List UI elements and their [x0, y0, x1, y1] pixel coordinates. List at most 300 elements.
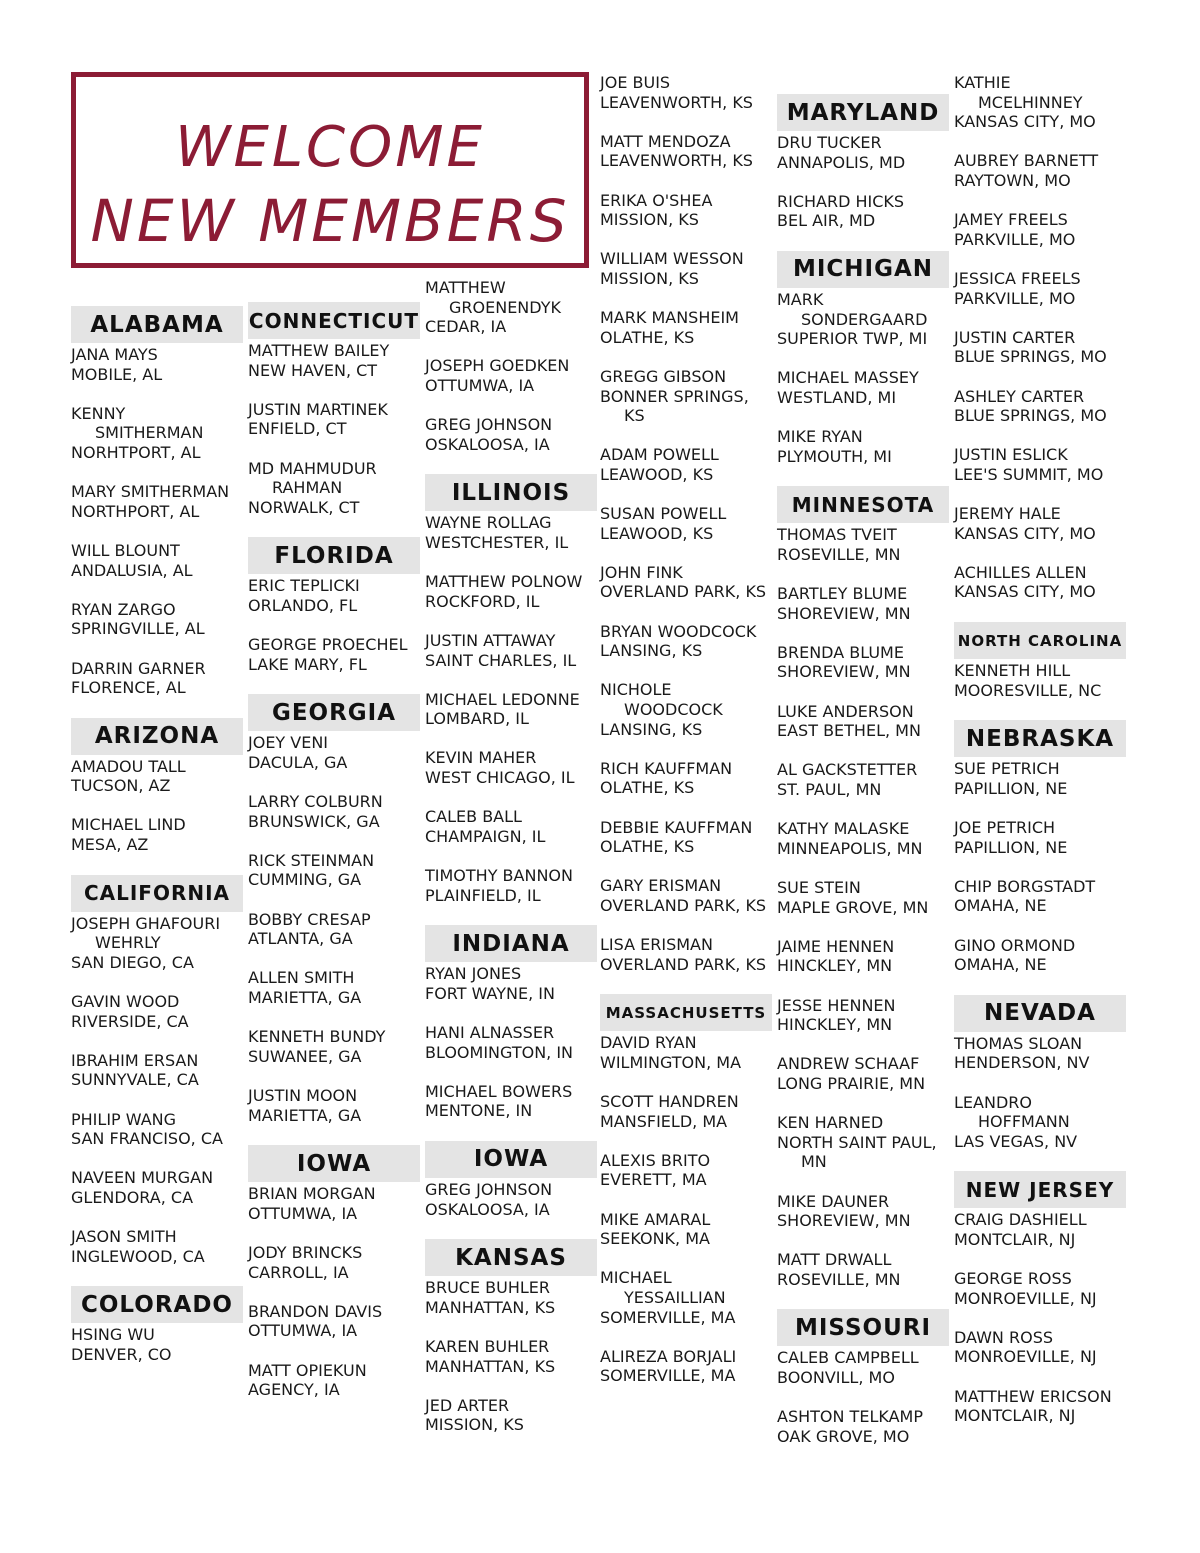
member-name: GINO ORMOND	[954, 935, 1076, 955]
state-header: NORTH CAROLINA	[954, 622, 1126, 659]
member-location: ANDALUSIA, AL	[71, 560, 193, 580]
member-entry	[248, 733, 420, 772]
member-location: MOORESVILLE, NC	[954, 680, 1102, 700]
member-line: YESSAILLIAN	[624, 1288, 726, 1308]
member-name: LARRY COLBURN	[248, 792, 383, 812]
member-name: MICHAEL	[600, 1268, 672, 1288]
member-entry	[954, 73, 1126, 132]
member-location: KS	[624, 406, 645, 426]
state-header: CALIFORNIA	[71, 875, 243, 912]
member-location: AGENCY, IA	[248, 1380, 340, 1400]
member-name: BRUCE BUHLER	[425, 1278, 551, 1298]
member-entry	[71, 1110, 243, 1149]
member-entry	[71, 992, 243, 1031]
member-location: DENVER, CO	[71, 1344, 172, 1364]
member-location: LANSING, KS	[600, 641, 703, 661]
member-entry	[777, 643, 949, 682]
member-location: LEAVENWORTH, KS	[600, 151, 753, 171]
member-entry	[600, 680, 772, 739]
member-entry	[600, 935, 772, 974]
member-name: THOMAS TVEIT	[777, 525, 897, 545]
member-location: ANNAPOLIS, MD	[777, 152, 906, 172]
member-entry	[248, 851, 420, 890]
member-location: MONTCLAIR, NJ	[954, 1229, 1076, 1249]
member-location: WESTCHESTER, IL	[425, 532, 569, 552]
member-name: GREG JOHNSON	[425, 415, 553, 435]
member-entry	[600, 876, 772, 915]
member-name: MICHAEL LIND	[71, 815, 186, 835]
member-location: HINCKLEY, MN	[777, 1015, 893, 1035]
member-entry	[954, 1034, 1126, 1073]
member-entry	[425, 1023, 597, 1062]
member-entry	[954, 936, 1126, 975]
member-entry	[954, 1387, 1126, 1426]
member-location: NORTHPORT, AL	[71, 501, 200, 521]
member-entry	[777, 996, 949, 1035]
member-location: PLYMOUTH, MI	[777, 446, 892, 466]
member-location: PARKVILLE, MO	[954, 229, 1076, 249]
member-name: GEORGE ROSS	[954, 1269, 1072, 1289]
state-header: ARIZONA	[71, 718, 243, 755]
member-name: GAVIN WOOD	[71, 992, 180, 1012]
member-location: FORT WAYNE, IN	[425, 983, 555, 1003]
member-entry	[71, 345, 243, 384]
member-name: LEANDRO	[954, 1092, 1032, 1112]
state-header: NEBRASKA	[954, 720, 1126, 757]
member-name: JESSE HENNEN	[777, 995, 896, 1015]
member-name: DARRIN GARNER	[71, 658, 206, 678]
member-name: RICH KAUFFMAN	[600, 758, 733, 778]
member-location: ROCKFORD, IL	[425, 591, 540, 611]
member-location: LOMBARD, IL	[425, 709, 529, 729]
member-location: NORHTPORT, AL	[71, 442, 201, 462]
member-name: ACHILLES ALLEN	[954, 562, 1087, 582]
member-entry	[600, 1033, 772, 1072]
member-name: BRYAN WOODCOCK	[600, 621, 757, 641]
member-entry	[777, 937, 949, 976]
member-name: BRANDON DAVIS	[248, 1301, 383, 1321]
member-name: WILL BLOUNT	[71, 540, 180, 560]
member-location: ROSEVILLE, MN	[777, 544, 901, 564]
member-name: THOMAS SLOAN	[954, 1033, 1083, 1053]
member-location: KANSAS CITY, MO	[954, 582, 1096, 602]
member-entry	[777, 427, 949, 466]
member-name: DEBBIE KAUFFMAN	[600, 817, 753, 837]
member-entry	[248, 1302, 420, 1341]
member-location: MINNEAPOLIS, MN	[777, 838, 923, 858]
member-name: HANI ALNASSER	[425, 1023, 555, 1042]
member-name: SCOTT HANDREN	[600, 1092, 739, 1112]
state-header: MINNESOTA	[777, 486, 949, 523]
member-location: SHOREVIEW, MN	[777, 1211, 911, 1231]
member-name: GEORGE PROECHEL	[248, 635, 408, 655]
member-entry	[954, 818, 1126, 857]
member-line: WEHRLY	[95, 933, 161, 953]
member-entry	[600, 1151, 772, 1190]
member-name: RYAN JONES	[425, 964, 522, 984]
member-name: AMADOU TALL	[71, 756, 186, 776]
member-entry	[600, 504, 772, 543]
state-header: CONNECTICUT	[248, 302, 420, 339]
member-name: WILLIAM WESSON	[600, 249, 744, 269]
member-name: JOHN FINK	[600, 562, 683, 582]
member-entry	[71, 600, 243, 639]
member-entry	[777, 584, 949, 623]
member-entry	[425, 964, 597, 1003]
member-entry	[600, 1092, 772, 1131]
member-location: EAST BETHEL, MN	[777, 721, 921, 741]
member-location: MAPLE GROVE, MN	[777, 897, 929, 917]
member-name: MATT MENDOZA	[600, 131, 731, 151]
member-location: BRUNSWICK, GA	[248, 811, 380, 831]
member-name: JUSTIN CARTER	[954, 327, 1076, 347]
member-name: RICHARD HICKS	[777, 191, 905, 211]
member-name: ALEXIS BRITO	[600, 1150, 711, 1170]
member-location: LEAWOOD, KS	[600, 523, 714, 543]
member-entry	[600, 563, 772, 602]
member-name: MATTHEW ERICSON	[954, 1386, 1112, 1406]
member-location: OVERLAND PARK, KS	[600, 895, 767, 915]
member-name: MATTHEW BAILEY	[248, 341, 390, 360]
member-entry	[425, 1082, 597, 1121]
member-location: OVERLAND PARK, KS	[600, 582, 767, 602]
member-location: KANSAS CITY, MO	[954, 112, 1096, 132]
member-entry	[954, 328, 1126, 367]
state-header: NEVADA	[954, 995, 1126, 1032]
member-location: MARIETTA, GA	[248, 1105, 362, 1125]
member-location: SHOREVIEW, MN	[777, 662, 911, 682]
member-entry	[248, 1086, 420, 1125]
member-name: JUSTIN ESLICK	[954, 445, 1068, 465]
member-entry	[777, 878, 949, 917]
member-location: BEL AIR, MD	[777, 211, 876, 231]
state-header: MARYLAND	[777, 94, 949, 131]
member-name: DAVID RYAN	[600, 1033, 697, 1053]
member-line: BONNER SPRINGS,	[600, 386, 749, 406]
member-entry	[600, 1268, 772, 1327]
member-entry	[777, 290, 949, 349]
member-location: TUCSON, AZ	[71, 776, 171, 796]
state-header: MICHIGAN	[777, 251, 949, 288]
member-location: BOONVILL, MO	[777, 1368, 895, 1388]
member-location: LAS VEGAS, NV	[954, 1131, 1078, 1151]
member-entry	[777, 1054, 949, 1093]
member-name: ANDREW SCHAAF	[777, 1054, 920, 1074]
member-entry	[425, 1180, 597, 1219]
member-entry	[248, 910, 420, 949]
member-entry	[600, 308, 772, 347]
member-location: OSKALOOSA, IA	[425, 1199, 550, 1219]
member-location: MN	[801, 1152, 827, 1172]
member-location: CARROLL, IA	[248, 1262, 349, 1282]
member-entry	[248, 1184, 420, 1223]
member-name: SUSAN POWELL	[600, 504, 727, 524]
member-location: INGLEWOOD, CA	[71, 1246, 205, 1266]
member-name: JODY BRINCKS	[248, 1242, 363, 1262]
member-location: ROSEVILLE, MN	[777, 1269, 901, 1289]
member-entry	[777, 819, 949, 858]
member-location: PAPILLION, NE	[954, 778, 1068, 798]
member-name: CALEB BALL	[425, 807, 522, 827]
member-line: SMITHERMAN	[95, 423, 204, 443]
member-name: BARTLEY BLUME	[777, 584, 908, 604]
member-name: NICHOLE	[600, 680, 672, 700]
member-entry	[248, 459, 420, 518]
member-location: MISSION, KS	[600, 268, 699, 288]
member-name: JED ARTER	[425, 1395, 510, 1415]
member-entry	[425, 748, 597, 787]
member-name: JAMEY FREELS	[954, 210, 1068, 230]
member-name: RICK STEINMAN	[248, 850, 375, 870]
member-entry	[600, 249, 772, 288]
member-name: ALIREZA BORJALI	[600, 1346, 737, 1366]
member-location: SPRINGVILLE, AL	[71, 619, 205, 639]
member-name: PHILIP WANG	[71, 1109, 177, 1129]
member-entry	[71, 404, 243, 463]
member-entry	[777, 1192, 949, 1231]
member-location: MISSION, KS	[425, 1415, 524, 1435]
member-entry	[777, 760, 949, 799]
member-column-5	[777, 94, 949, 1466]
member-location: RIVERSIDE, CA	[71, 1011, 189, 1031]
member-entry	[248, 1243, 420, 1282]
state-header: IOWA	[425, 1141, 597, 1178]
member-location: BLOOMINGTON, IN	[425, 1042, 574, 1062]
member-location: GLENDORA, CA	[71, 1187, 194, 1207]
member-entry	[425, 513, 597, 552]
member-location: SUNNYVALE, CA	[71, 1070, 199, 1090]
member-location: SUWANEE, GA	[248, 1046, 362, 1066]
member-name: KATHY MALASKE	[777, 819, 910, 839]
member-location: SUPERIOR TWP, MI	[777, 329, 928, 349]
member-name: CALEB CAMPBELL	[777, 1348, 919, 1368]
member-entry	[777, 192, 949, 231]
member-name: ERIC TEPLICKI	[248, 576, 360, 596]
member-location: SHOREVIEW, MN	[777, 603, 911, 623]
member-location: MESA, AZ	[71, 835, 149, 855]
member-location: RAYTOWN, MO	[954, 170, 1071, 190]
member-entry	[425, 278, 597, 337]
member-name: MICHAEL MASSEY	[777, 368, 919, 388]
member-location: HENDERSON, NV	[954, 1053, 1090, 1073]
member-location: NORWALK, CT	[248, 497, 360, 517]
member-line: WOODCOCK	[624, 700, 723, 719]
member-entry	[954, 1269, 1126, 1308]
member-location: OSKALOOSA, IA	[425, 434, 550, 454]
member-entry	[71, 659, 243, 698]
member-entry	[954, 1093, 1126, 1152]
member-name: MIKE AMARAL	[600, 1209, 711, 1229]
member-location: LAKE MARY, FL	[248, 654, 367, 674]
member-location: SEEKONK, MA	[600, 1229, 710, 1249]
member-name: HSING WU	[71, 1325, 155, 1345]
member-name: GREG JOHNSON	[425, 1179, 553, 1199]
member-location: PAPILLION, NE	[954, 837, 1068, 857]
member-name: MICHAEL BOWERS	[425, 1081, 573, 1101]
member-location: PARKVILLE, MO	[954, 288, 1076, 308]
member-location: CHAMPAIGN, IL	[425, 826, 546, 846]
member-location: LEAVENWORTH, KS	[600, 92, 753, 112]
member-name: JOSEPH GOEDKEN	[425, 356, 570, 376]
member-entry	[71, 541, 243, 580]
member-name: MATT OPIEKUN	[248, 1360, 367, 1380]
member-location: SOMERVILLE, MA	[600, 1307, 736, 1327]
state-header: GEORGIA	[248, 694, 420, 731]
member-entry	[71, 1325, 243, 1364]
member-location: OMAHA, NE	[954, 955, 1047, 975]
member-name: KEVIN MAHER	[425, 748, 537, 768]
member-column-3	[425, 278, 597, 1455]
member-name: KENNY	[71, 403, 126, 423]
member-location: MONROEVILLE, NJ	[954, 1347, 1097, 1367]
member-entry	[600, 1347, 772, 1386]
member-entry	[777, 1348, 949, 1387]
member-entry	[600, 445, 772, 484]
member-entry	[954, 387, 1126, 426]
member-location: SAN FRANCISO, CA	[71, 1129, 223, 1149]
member-location: WILMINGTON, MA	[600, 1052, 742, 1072]
member-name: GARY ERISMAN	[600, 876, 722, 896]
member-entry	[954, 504, 1126, 543]
member-entry	[248, 1361, 420, 1400]
member-name: JOE BUIS	[600, 73, 671, 92]
member-name: MICHAEL LEDONNE	[425, 689, 580, 709]
member-entry	[954, 1210, 1126, 1249]
member-name: AL GACKSTETTER	[777, 760, 918, 780]
member-location: MENTONE, IN	[425, 1101, 533, 1121]
member-name: JESSICA FREELS	[954, 268, 1081, 288]
member-entry	[600, 367, 772, 426]
member-location: WESTLAND, MI	[777, 387, 897, 407]
member-name: CHIP BORGSTADT	[954, 876, 1096, 896]
member-entry	[248, 1027, 420, 1066]
member-location: ATLANTA, GA	[248, 929, 353, 949]
member-location: SAINT CHARLES, IL	[425, 650, 577, 670]
state-header: INDIANA	[425, 925, 597, 962]
member-name: KENNETH HILL	[954, 661, 1071, 681]
member-location: MANHATTAN, KS	[425, 1356, 556, 1376]
member-entry	[954, 210, 1126, 249]
member-location: MOBILE, AL	[71, 364, 163, 384]
state-header: COLORADO	[71, 1286, 243, 1323]
member-location: MANSFIELD, MA	[600, 1111, 728, 1131]
member-entry	[71, 815, 243, 854]
member-location: SOMERVILLE, MA	[600, 1366, 736, 1386]
member-entry	[425, 1396, 597, 1435]
member-location: OTTUMWA, IA	[248, 1321, 358, 1341]
member-name: ASHTON TELKAMP	[777, 1407, 923, 1427]
member-entry	[954, 151, 1126, 190]
member-location: OLATHE, KS	[600, 327, 695, 347]
member-column-1	[71, 306, 243, 1384]
member-location: MANHATTAN, KS	[425, 1297, 556, 1317]
member-entry	[954, 563, 1126, 602]
member-entry	[71, 1227, 243, 1266]
member-location: OTTUMWA, IA	[425, 375, 535, 395]
state-header: MASSACHUSETTS	[600, 994, 772, 1031]
member-entry	[71, 482, 243, 521]
title-line-2: NEW MEMBERS	[90, 187, 570, 255]
member-location: LEAWOOD, KS	[600, 464, 714, 484]
member-name: ERIKA O'SHEA	[600, 190, 713, 210]
member-location: BLUE SPRINGS, MO	[954, 406, 1107, 426]
member-line: NORTH SAINT PAUL,	[777, 1132, 937, 1152]
member-line: HOFFMANN	[978, 1112, 1070, 1132]
title-line-1: WELCOME	[175, 115, 485, 180]
member-entry	[248, 968, 420, 1007]
member-name: JUSTIN ATTAWAY	[425, 630, 556, 650]
member-entry	[777, 133, 949, 172]
member-name: LISA ERISMAN	[600, 935, 713, 955]
member-location: OVERLAND PARK, KS	[600, 954, 767, 974]
member-name: ALLEN SMITH	[248, 968, 355, 988]
state-header: MISSOURI	[777, 1309, 949, 1346]
member-location: MONTCLAIR, NJ	[954, 1406, 1076, 1426]
member-entry	[248, 635, 420, 674]
member-entry	[71, 757, 243, 796]
member-entry	[425, 1337, 597, 1376]
member-entry	[777, 1407, 949, 1446]
member-name: MATTHEW	[425, 278, 506, 297]
member-entry	[425, 866, 597, 905]
member-entry	[248, 341, 420, 380]
member-name: WAYNE ROLLAG	[425, 513, 552, 533]
member-entry	[71, 914, 243, 973]
member-location: KANSAS CITY, MO	[954, 523, 1096, 543]
member-location: OLATHE, KS	[600, 837, 695, 857]
member-entry	[600, 818, 772, 857]
member-entry	[71, 1168, 243, 1207]
member-name: JANA MAYS	[71, 345, 158, 364]
member-entry	[248, 792, 420, 831]
member-location: PLAINFIELD, IL	[425, 885, 541, 905]
member-name: BOBBY CRESAP	[248, 909, 371, 929]
member-name: MD MAHMUDUR	[248, 458, 377, 478]
member-entry	[71, 1051, 243, 1090]
member-entry	[248, 400, 420, 439]
member-location: MONROEVILLE, NJ	[954, 1288, 1097, 1308]
member-location: BLUE SPRINGS, MO	[954, 347, 1107, 367]
member-name: MATTHEW POLNOW	[425, 572, 583, 592]
member-name: IBRAHIM ERSAN	[71, 1050, 199, 1070]
member-location: OAK GROVE, MO	[777, 1426, 910, 1446]
welcome-banner	[71, 72, 589, 268]
member-name: JOE PETRICH	[954, 818, 1056, 837]
member-entry	[600, 191, 772, 230]
member-location: CUMMING, GA	[248, 870, 362, 890]
member-entry	[600, 759, 772, 798]
member-column-6	[954, 73, 1126, 1445]
member-name: DRU TUCKER	[777, 133, 882, 152]
member-entry	[777, 702, 949, 741]
state-header: IOWA	[248, 1145, 420, 1182]
member-entry	[777, 368, 949, 407]
member-location: LONG PRAIRIE, MN	[777, 1073, 926, 1093]
member-entry	[600, 132, 772, 171]
member-line: GROENENDYK	[449, 297, 561, 317]
member-location: SAN DIEGO, CA	[71, 952, 194, 972]
member-location: ENFIELD, CT	[248, 419, 347, 439]
member-entry	[600, 622, 772, 661]
member-name: JEREMY HALE	[954, 504, 1061, 524]
member-entry	[954, 445, 1126, 484]
member-name: SUE PETRICH	[954, 759, 1060, 779]
member-column-4	[600, 73, 772, 1406]
member-name: TIMOTHY BANNON	[425, 866, 573, 886]
member-location: OTTUMWA, IA	[248, 1203, 358, 1223]
state-header: KANSAS	[425, 1239, 597, 1276]
member-name: NAVEEN MURGAN	[71, 1168, 214, 1188]
